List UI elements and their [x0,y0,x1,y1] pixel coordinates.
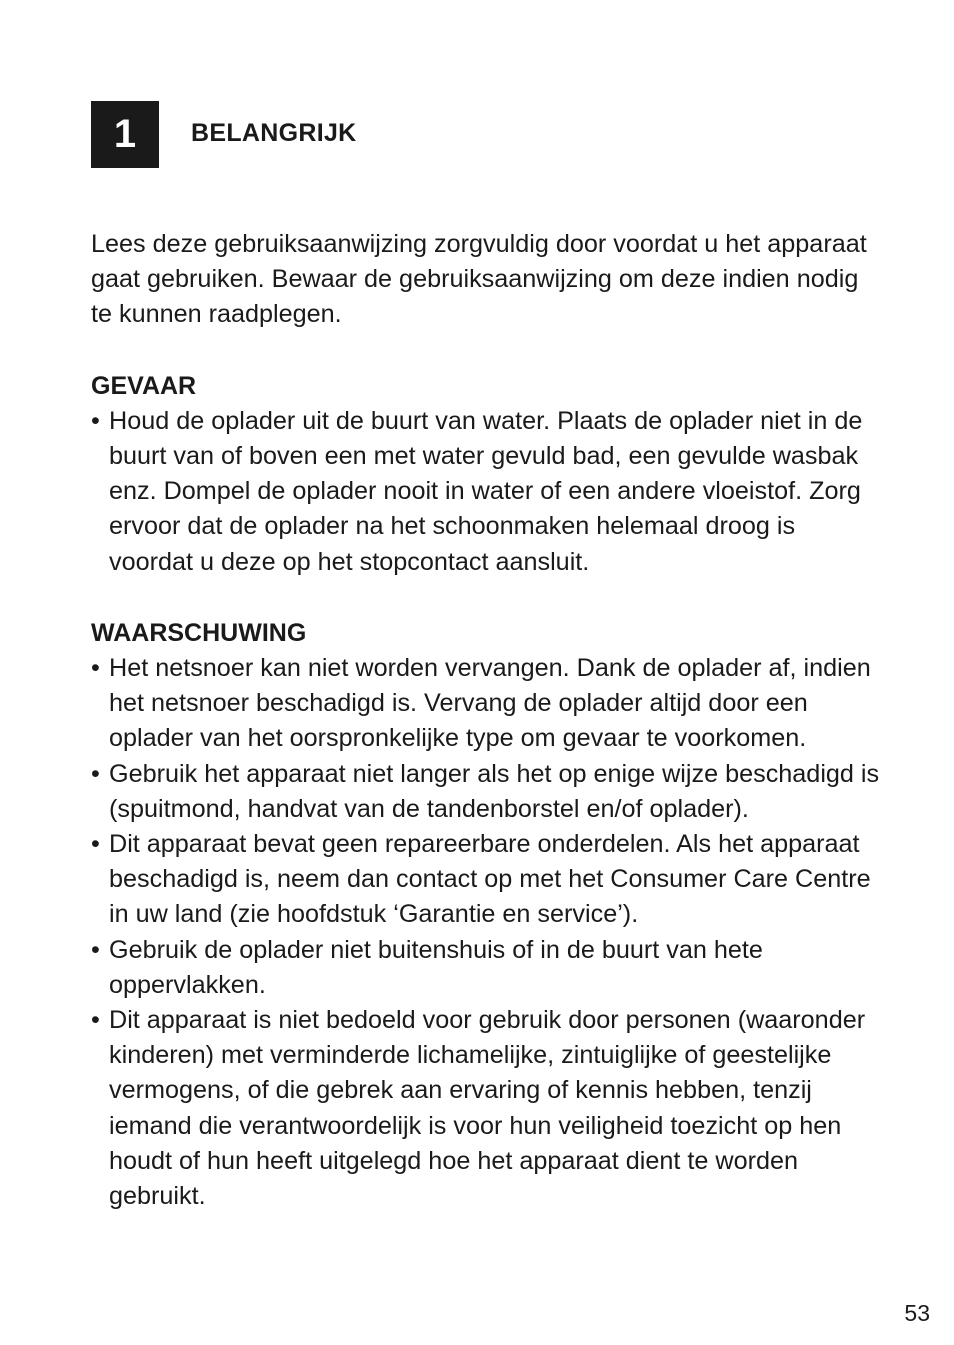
list-item [91,827,881,933]
bullet-glyph: • [91,759,100,788]
list-item [91,1003,881,1214]
intro-paragraph: Lees deze gebruiksaanwijzing zorgvuldig door voordat u het apparaat gaat gebruiken. Bewaar de gebruiksaanwijzing om deze indien nodig te kunnen raadplegen. [91,230,867,329]
list-item-text: Het netsnoer kan niet worden vervangen. Dank de oplader af, indien het netsnoer beschadigd is. Vervang de oplader altijd door een oplader van het oorspronkelijke type om gevaar te voorkomen. [109,654,871,753]
bullet-glyph: • [91,830,100,859]
list-item [91,933,881,1003]
list-item-text: Gebruik de oplader niet buitenshuis of in de buurt van hete oppervlakken. [109,935,763,999]
chapter-number: 1 [113,112,137,156]
section-gevaar [91,369,881,580]
chapter-number-box [91,101,159,168]
list-item-text: Dit apparaat bevat geen repareerbare onderdelen. Als het apparaat beschadigd is, neem dan contact op met het Consumer Care Centre in uw land (zie hoofdstuk ‘Garantie en service’). [109,830,871,929]
page-content [91,227,881,1214]
bullet-list-gevaar [91,404,881,580]
bullet-glyph: • [91,1006,100,1035]
list-item [91,651,881,757]
list-item [91,404,881,580]
bullet-glyph: • [91,935,100,964]
bullet-glyph: • [91,406,100,435]
bullet-list-waarschuwing [91,651,881,1214]
list-item-text: Houd de oplader uit de buurt van water. Plaats de oplader niet in de buurt van of boven een met water gevuld bad, een gevulde wasbak enz. Dompel de oplader nooit in water of een andere vloeistof. Zorg ervoor dat de oplader na het schoonmaken helemaal droog is voordat u deze op het stopcontact aansluit. [109,406,863,576]
section-heading-waarschuwing: WAARSCHUWING [91,618,307,647]
page-number: 53 [904,1300,930,1326]
list-item-text: Gebruik het apparaat niet langer als het op enige wijze beschadigd is (spuitmond, handvat van de tandenborstel en/of oplader). [109,759,880,823]
section-waarschuwing [91,616,881,1214]
bullet-glyph: • [91,654,100,683]
section-heading-gevaar: GEVAAR [91,371,197,400]
list-item-text: Dit apparaat is niet bedoeld voor gebruik door personen (waaronder kinderen) met verminderde lichamelijke, zintuiglijke of geestelijke vermogens, of die gebrek aan ervaring of kennis hebben, tenzij iemand die verantwoordelijk is voor hun veiligheid toezicht op hen houdt of hun heeft uitgelegd hoe het apparaat dient te worden gebruikt. [109,1006,866,1211]
list-item [91,757,881,827]
chapter-title: BELANGRIJK [191,119,357,147]
